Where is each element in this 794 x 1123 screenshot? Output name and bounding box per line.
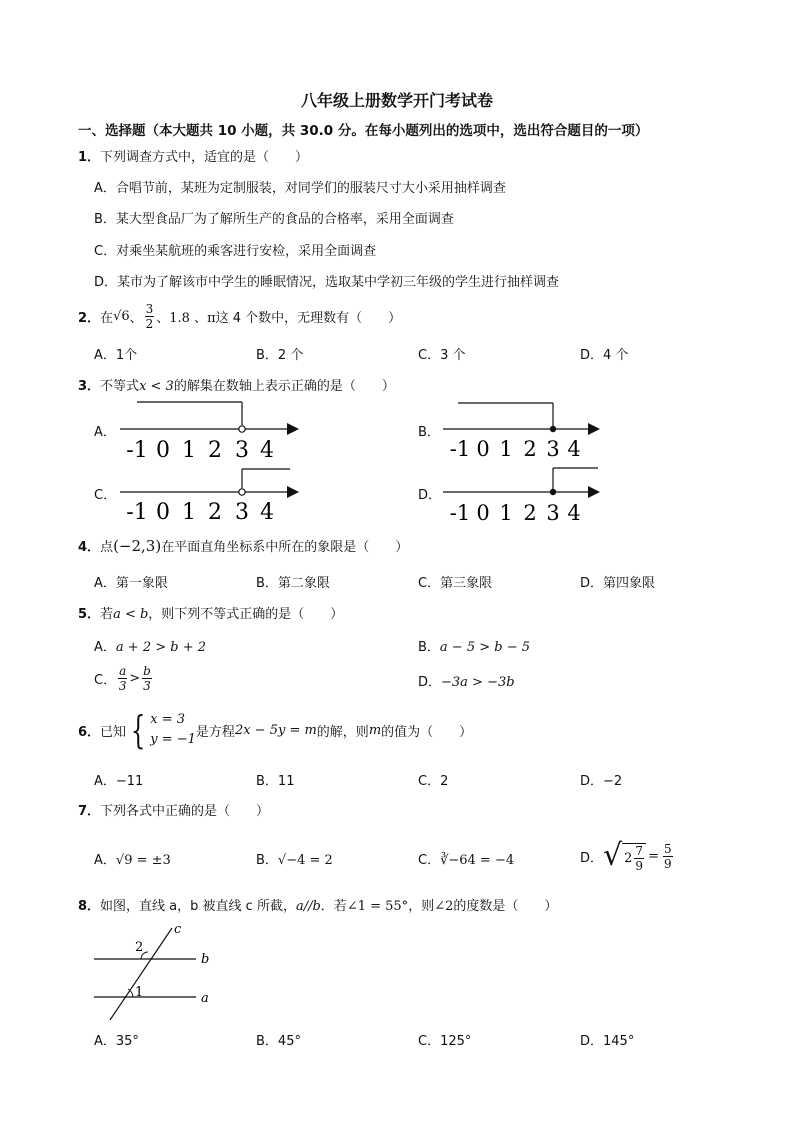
label-a: a	[201, 991, 209, 1006]
question-text: 是方程	[195, 724, 235, 740]
tick-label: 2	[208, 438, 222, 463]
q2-option-c[interactable]: C．3 个	[418, 348, 466, 363]
label-b: b	[201, 952, 210, 967]
label-angle-1: 1	[135, 985, 144, 1000]
question-number: 4．	[78, 540, 101, 555]
section-heading: 一、选择题（本大题共 10 小题，共 30.0 分。在每小题列出的选项中，选出符合题目的一项）	[78, 123, 649, 139]
equation-system: { x = 3 y = −1	[130, 708, 196, 752]
question-number: 7．	[78, 804, 101, 819]
q8-option-b[interactable]: B．45°	[256, 1034, 301, 1049]
fraction: $\frac{b}{3}$	[143, 663, 151, 693]
question-text: 点	[100, 540, 114, 555]
fraction: $\frac{7}{9}$	[635, 844, 644, 873]
question-6	[78, 708, 472, 752]
tick-label: 2	[523, 437, 537, 461]
question-2	[78, 298, 401, 334]
label-c: c	[174, 922, 182, 937]
q3-option-a-number-line[interactable]	[115, 398, 300, 464]
q8-figure-parallel-lines	[88, 922, 218, 1022]
question-text: 在	[100, 310, 114, 326]
q5-option-a[interactable]: A．a + 2 > b + 2	[94, 640, 206, 655]
q2-option-d[interactable]: D．4 个	[580, 348, 629, 363]
q6-option-b[interactable]: B．11	[256, 774, 295, 789]
radical-sign: √	[603, 838, 623, 873]
question-stem: 下列调查方式中，适宜的是（ ）	[100, 150, 309, 165]
tick-label: 1	[182, 438, 196, 463]
inequality: x < 3	[139, 379, 174, 394]
equation: 2x − 5y = m	[234, 722, 317, 738]
tick-label: 3	[235, 438, 249, 463]
separator: 、	[129, 310, 143, 326]
q1-option-d[interactable]: D．某市为了解该市中学生的睡眠情况，选取某中学初三年级的学生进行抽样调查	[94, 275, 560, 290]
label-angle-2: 2	[135, 940, 144, 955]
q6-option-d[interactable]: D．−2	[580, 774, 623, 789]
angle-1: ∠1 = 55°	[346, 899, 409, 914]
question-text: ，则下列不等式正确的是（ ）	[148, 607, 344, 622]
question-text: 的值为（ ）	[381, 724, 473, 740]
question-3	[78, 375, 395, 394]
question-4	[78, 536, 408, 555]
question-number: 8．	[78, 899, 101, 914]
tick-label: 4	[567, 437, 581, 461]
tick-label: -1	[449, 437, 471, 461]
angle-2: ∠2	[434, 899, 454, 914]
q4-option-a[interactable]: A．第一象限	[94, 576, 168, 591]
question-text: ．若	[320, 899, 347, 914]
tick-label: 0	[156, 438, 170, 463]
q2-option-b[interactable]: B．2 个	[256, 348, 304, 363]
q1-option-b[interactable]: B．某大型食品厂为了解所生产的食品的合格率，采用全面调查	[94, 212, 454, 227]
left-brace: {	[130, 708, 146, 752]
q7-option-b[interactable]: B．√−4 = 2	[256, 853, 333, 868]
tick-label: 4	[567, 501, 581, 524]
q5-option-b[interactable]: B．a − 5 > b − 5	[418, 640, 531, 655]
question-7	[78, 800, 269, 819]
question-stem: 下列各式中正确的是（ ）	[100, 804, 270, 819]
question-text: 若	[100, 607, 114, 622]
question-number: 2．	[78, 310, 101, 326]
q6-option-c[interactable]: C．2	[418, 774, 449, 789]
q3-option-a-label[interactable]: A．	[94, 425, 116, 440]
q4-option-b[interactable]: B．第二象限	[256, 576, 330, 591]
q4-option-d[interactable]: D．第四象限	[580, 576, 656, 591]
fraction: $\frac{a}{3}$	[118, 663, 127, 693]
question-text: ，则	[408, 899, 435, 914]
sqrt-6: √6	[113, 308, 130, 324]
question-text: 的解，则	[316, 724, 369, 740]
number-list: 、1.8 、π	[156, 310, 216, 326]
question-number: 1．	[78, 150, 101, 165]
question-text: 已知	[100, 724, 127, 740]
tick-label: 0	[476, 437, 490, 461]
q3-option-d-number-line[interactable]	[438, 462, 608, 524]
q1-option-c[interactable]: C．对乘坐某航班的乘客进行安检，采用全面调查	[94, 244, 377, 259]
question-text: 这 4 个数中，无理数有（ ）	[215, 310, 402, 326]
q4-option-c[interactable]: C．第三象限	[418, 576, 493, 591]
question-text: 如图，直线 a，b 被直线 c 所截，	[100, 899, 296, 914]
page-title: 八年级上册数学开门考试卷	[300, 91, 493, 110]
tick-label: 3	[235, 500, 249, 522]
question-text: 的解集在数轴上表示正确的是（ ）	[173, 379, 395, 394]
q3-option-b-label[interactable]: B．	[418, 425, 440, 440]
q3-option-c-number-line[interactable]	[115, 462, 300, 522]
q8-option-a[interactable]: A．35°	[94, 1034, 139, 1049]
q2-option-a[interactable]: A．1个	[94, 348, 138, 363]
question-number: 6．	[78, 724, 101, 740]
question-text: 不等式	[100, 379, 140, 394]
parallel-notation: a//b	[295, 899, 321, 914]
q5-option-c[interactable]: C． $\frac{a}{3}$ > $\frac{b}{3}$	[94, 663, 151, 693]
question-text: 在平面直角坐标系中所在的象限是（ ）	[161, 540, 409, 555]
tick-label: 3	[546, 501, 560, 524]
variable: m	[368, 722, 382, 738]
q3-option-c-label[interactable]: C．	[94, 488, 117, 503]
q7-option-a[interactable]: A．√9 = ±3	[94, 853, 171, 868]
q7-option-d[interactable]: D． √ 2 $\frac{7}{9}$ = $\frac{5}{9}$	[580, 838, 672, 873]
question-5	[78, 603, 343, 622]
question-number: 3．	[78, 379, 101, 394]
tick-label: 2	[208, 500, 222, 522]
tick-label: 0	[476, 501, 490, 524]
tick-label: 4	[260, 438, 274, 463]
tick-label: 3	[546, 437, 560, 461]
point-coordinates: (−2,3)	[113, 537, 162, 555]
tick-label: -1	[126, 438, 148, 463]
tick-label: 2	[523, 501, 537, 524]
q7-option-c[interactable]: C．∛−64 = −4	[418, 853, 515, 868]
tick-label: 1	[499, 437, 513, 461]
tick-label: 0	[156, 500, 170, 522]
fraction: $\frac{5}{9}$	[663, 841, 672, 871]
tick-label: -1	[449, 501, 471, 524]
q8-option-d[interactable]: D．145°	[580, 1034, 635, 1049]
q8-option-c[interactable]: C．125°	[418, 1034, 472, 1049]
q3-option-d-label[interactable]: D．	[418, 488, 442, 503]
q5-option-d[interactable]: D．−3a > −3b	[418, 675, 515, 690]
q1-option-a[interactable]: A．合唱节前，某班为定制服装，对同学们的服装尺寸大小采用抽样调查	[94, 181, 506, 196]
question-text: 的度数是（ ）	[453, 899, 558, 914]
q3-option-b-number-line[interactable]	[438, 398, 608, 464]
tick-label: 1	[499, 501, 513, 524]
q6-option-a[interactable]: A．−11	[94, 774, 144, 789]
tick-label: 4	[260, 500, 274, 522]
question-8	[78, 895, 557, 914]
question-number: 5．	[78, 607, 101, 622]
tick-label: -1	[126, 500, 148, 522]
condition: a < b	[113, 607, 149, 622]
question-1	[78, 146, 308, 165]
fraction-three-halves: $\frac{3}{2}$	[145, 301, 154, 331]
tick-label: 1	[182, 500, 196, 522]
